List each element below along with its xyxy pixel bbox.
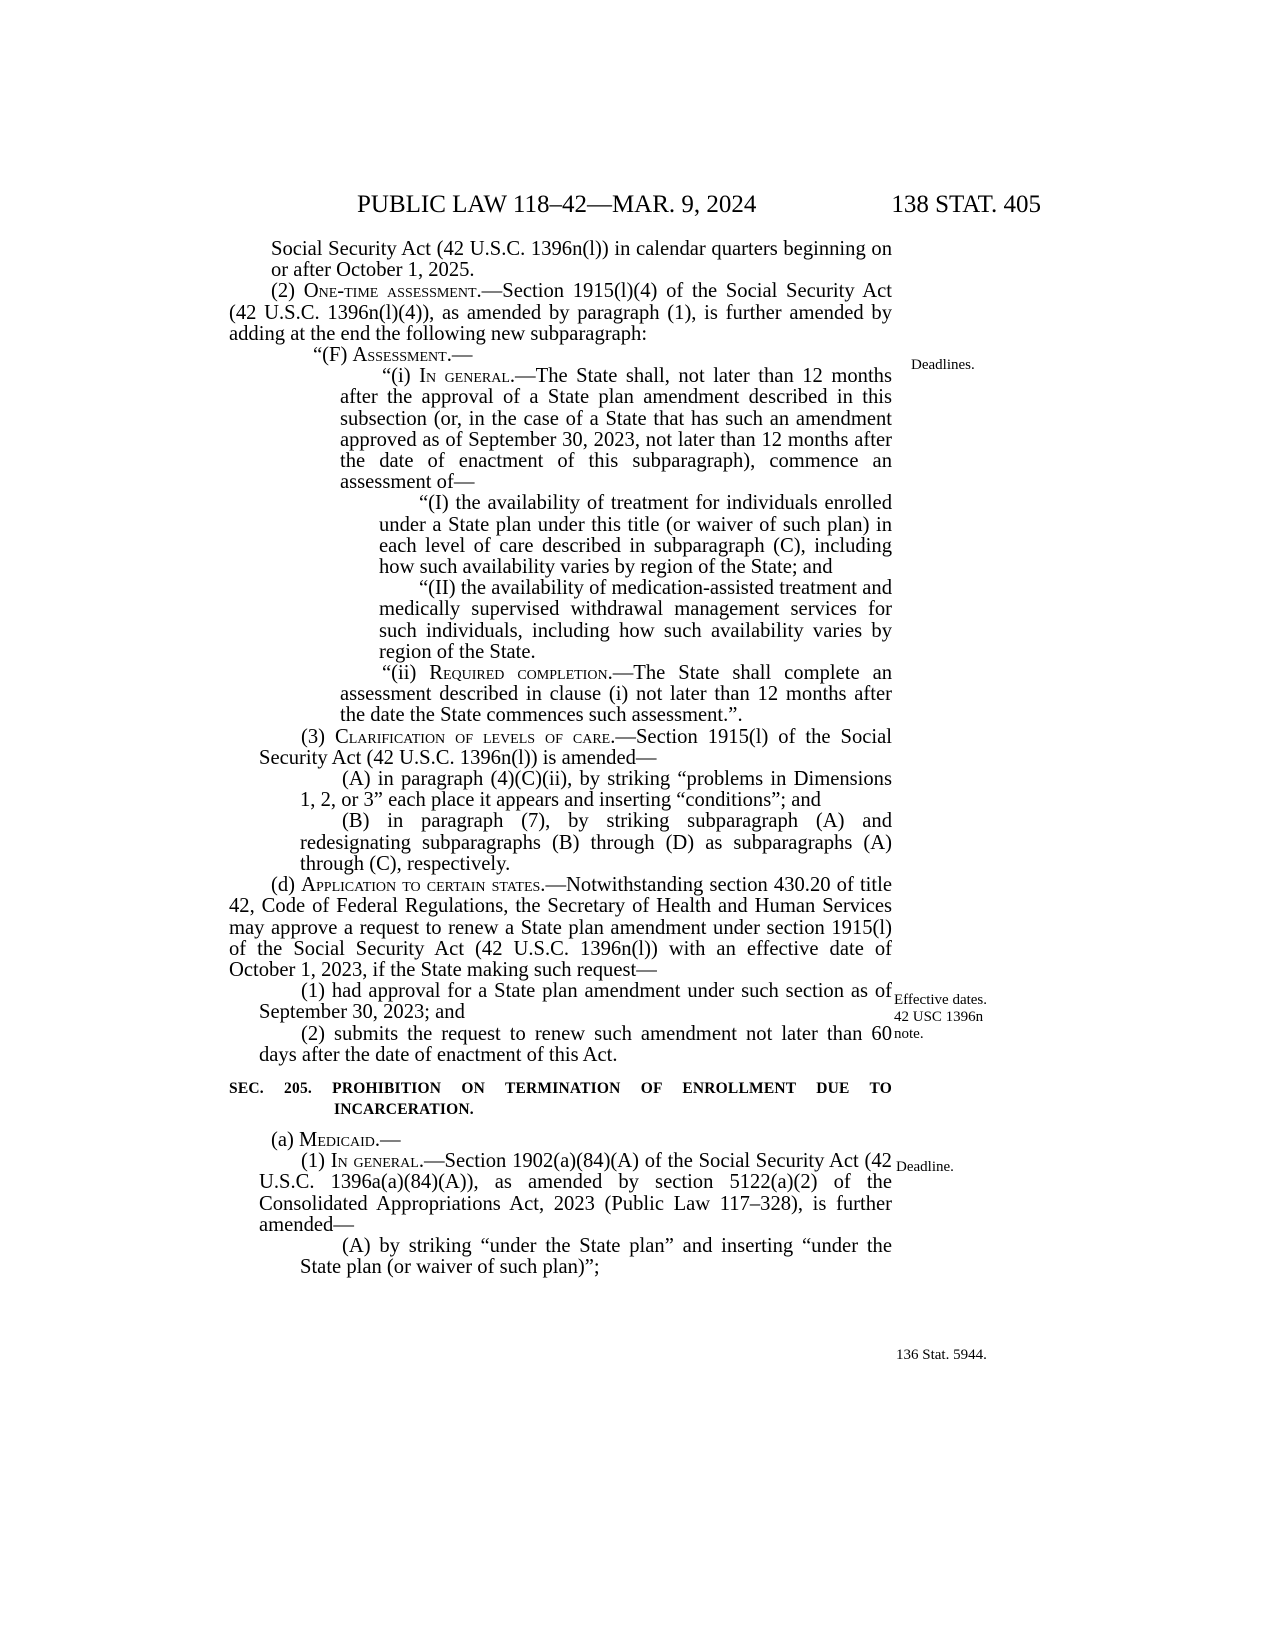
paragraph-number: (a): [271, 1128, 300, 1151]
paragraph-continuation: Social Security Act (42 U.S.C. 1396n(l)) in calendar quarters beginning on or after October 1, 2025.: [271, 238, 892, 282]
margin-note-stat: 136 Stat. 5944.: [896, 1347, 987, 1363]
margin-note-deadline: Deadline.: [896, 1159, 954, 1175]
paragraph-number: “(ii): [382, 662, 430, 685]
paragraph-text: .—Section 1915(l)(4) of the Social Security Act (42 U.S.C. 1396n(l)(4)), as amended by paragraph (1), is further amended by adding at the end the following new subparagraph:: [229, 280, 892, 345]
subclause-I: “(I) the availability of treatment for individuals enrolled under a State plan under this title (or waiver of such plan) in each level of care described in subparagraph (C), including how such availability varies by region of the State; and: [379, 492, 892, 579]
paragraph-d1: (1) had approval for a State plan amendment under such section as of September 30, 2023; and: [259, 980, 892, 1024]
subparagraph-a1A: (A) by striking “under the State plan” and inserting “under the State plan (or waiver of such plan)”;: [300, 1234, 892, 1279]
paragraph-d2: (2) submits the request to renew such amendment not later than 60 days after the date of enactment of this Act.: [259, 1022, 892, 1066]
paragraph-heading: In general: [330, 1150, 419, 1173]
margin-note-usc: 42 USC 1396n: [894, 1009, 984, 1025]
subparagraph-F-assessment: [229, 345, 892, 366]
clause-i-in-general: [229, 366, 892, 493]
paragraph-text: .—Section 1902(a)(84)(A) of the Social Security Act (42 U.S.C. 1396a(a)(84)(A)), as amended by section 5122(a)(2) of the Consolidated Appropriations Act, 2023 (Public Law 117–328), is further amended—: [259, 1150, 892, 1236]
margin-note-deadlines: Deadlines.: [911, 357, 975, 373]
paragraph-number: (3): [301, 725, 335, 748]
clause-ii-required-completion: [229, 663, 892, 727]
margin-note-usc-note: note.: [894, 1026, 924, 1042]
paragraph-heading: In general: [419, 365, 510, 388]
margin-note-effective-dates: Effective dates.: [894, 992, 988, 1008]
statute-text: [229, 239, 892, 1278]
paragraph-text: .—The State shall, not later than 12 months after the approval of a State plan amendment described in this subsection (or, in the case of a State that has such an amendment approved as of September 30, 2023, not later than 12 months after the date of enactment of this subparagraph), commence an assessment of—: [340, 365, 892, 494]
paragraph-number: (d): [271, 874, 302, 897]
paragraph-text: .—Section 1915(l) of the Social Security Act (42 U.S.C. 1396n(l)) is amended—: [259, 725, 892, 769]
paragraph-text: .—The State shall complete an assessment described in clause (i) not later than 12 months after the date the State commences such assessment.”.: [340, 662, 893, 727]
paragraph-number: “(F): [313, 344, 353, 367]
running-header-title: PUBLIC LAW 118–42—MAR. 9, 2024: [357, 191, 757, 218]
paragraph-text: .—: [374, 1128, 401, 1151]
paragraph-2-one-time-assessment: [229, 281, 892, 345]
subsection-a-medicaid: [229, 1130, 892, 1151]
paragraph-3-clarification: [229, 727, 892, 769]
paragraph-heading: Clarification of levels of care: [334, 725, 611, 748]
paragraph-a1-in-general: [229, 1151, 892, 1236]
paragraph-number: (1): [301, 1150, 331, 1173]
paragraph-heading: Assessment: [352, 344, 447, 367]
paragraph-heading: One-time assessment: [303, 280, 477, 303]
paragraph-text: .—: [446, 344, 473, 367]
paragraph-heading: Medicaid: [299, 1128, 375, 1151]
subsection-d-application: [229, 875, 892, 981]
paragraph-number: “(i): [382, 365, 420, 388]
subclause-II: “(II) the availability of medication-assisted treatment and medically supervised withdrawal management services for such individuals, including how such availability varies by region of the State.: [379, 577, 892, 663]
subparagraph-3B: (B) in paragraph (7), by striking subparagraph (A) and redesignating subparagraphs (B) through (D) as subparagraphs (A) through (C), respectively.: [300, 810, 892, 875]
section-205-heading: SEC. 205. PROHIBITION ON TERMINATION OF ENROLLMENT DUE TO INCARCERATION.: [229, 1079, 892, 1118]
subparagraph-3A: (A) in paragraph (4)(C)(ii), by striking “problems in Dimensions 1, 2, or 3” each place it appears and inserting “conditions”; and: [300, 768, 892, 812]
paragraph-number: (2): [271, 280, 304, 303]
running-header-page-number: 138 STAT. 405: [891, 191, 1041, 218]
paragraph-heading: Required completion: [429, 662, 608, 685]
paragraph-heading: Application to certain states: [301, 874, 541, 897]
paragraph-text: .—Notwithstanding section 430.20 of title 42, Code of Federal Regulations, the Secretary of Health and Human Services may approve a request to renew a State plan amendment under section 1915(l) of the Social Security Act (42 U.S.C. 1396n(l)) with an effective date of October 1, 2023, if the State making such request—: [229, 874, 892, 981]
